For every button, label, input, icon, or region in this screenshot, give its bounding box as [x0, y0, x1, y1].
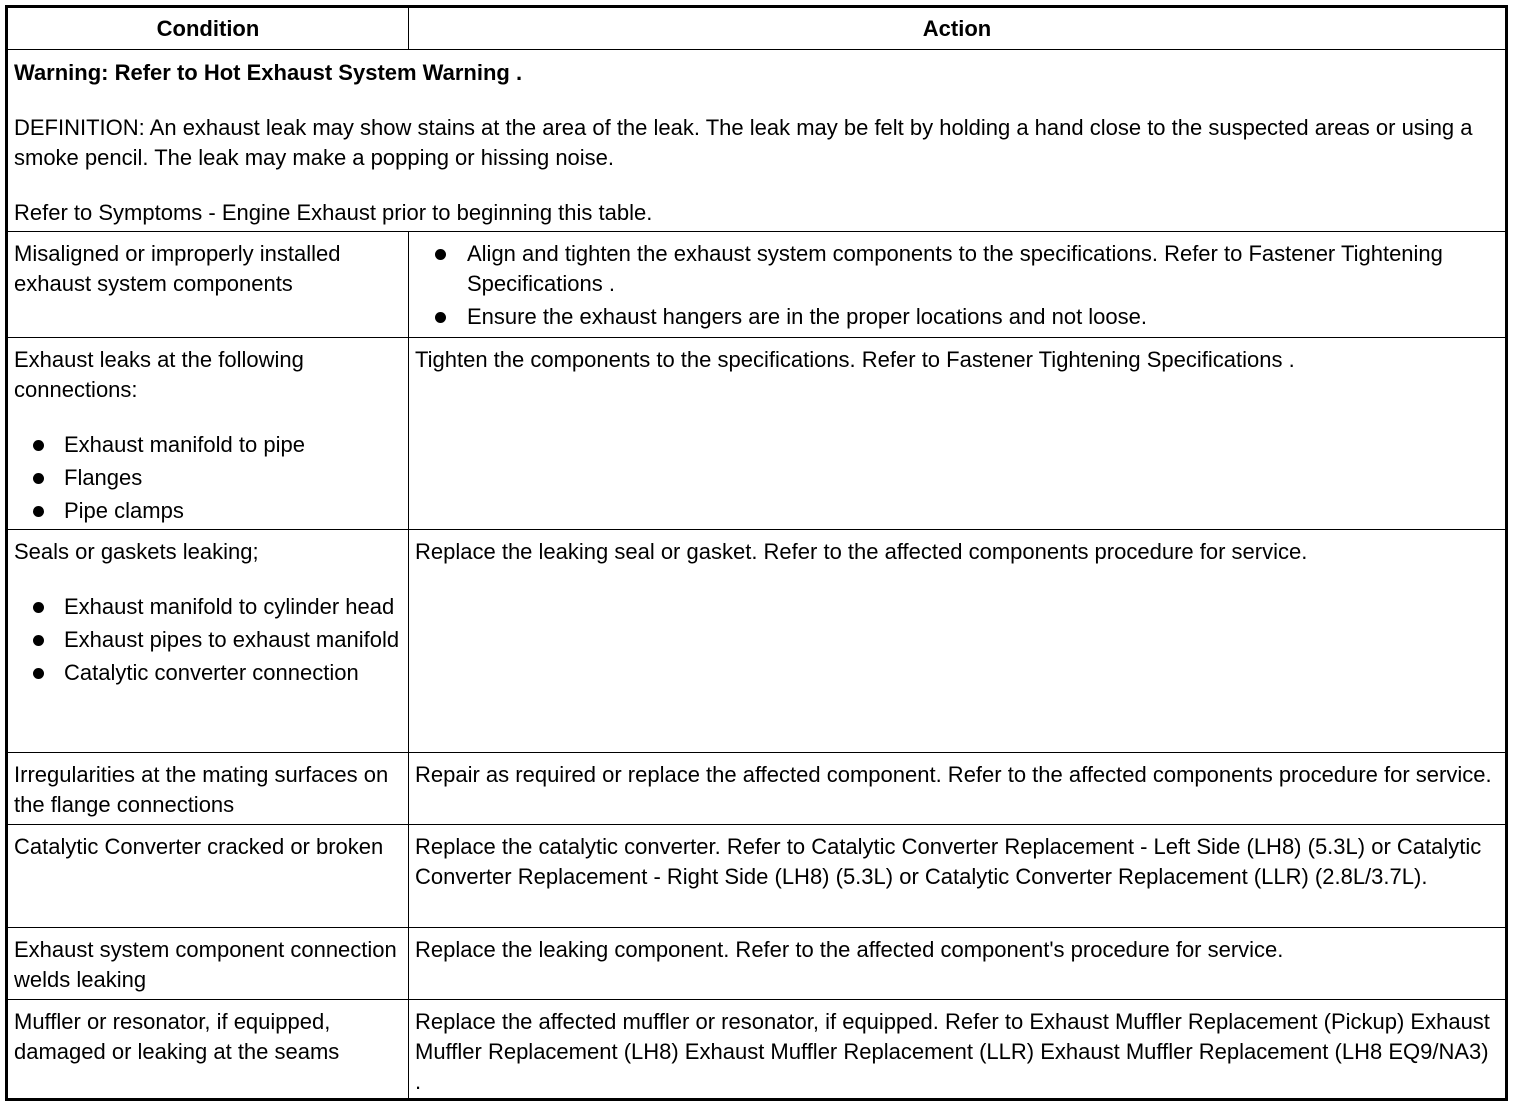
condition-bullet: Exhaust pipes to exhaust manifold [14, 625, 402, 655]
header-action: Action [409, 7, 1507, 50]
condition-bullet: Catalytic converter connection [14, 658, 402, 688]
condition-text: Exhaust leaks at the following connections: [14, 347, 304, 402]
action-cell: Replace the leaking seal or gasket. Refer to the affected components procedure for service. [409, 530, 1507, 753]
condition-cell: Muffler or resonator, if equipped, damaged or leaking at the seams [7, 1000, 409, 1100]
action-cell: Replace the catalytic converter. Refer to Catalytic Converter Replacement - Left Side (LH8) (5.3L) or Catalytic Converter Replacement - Right Side (LH8) (5.3L) or Catalytic Converter Replacement (LLR) (2.8L/3.7L). [409, 825, 1507, 928]
definition-text: DEFINITION: An exhaust leak may show stains at the area of the leak. The leak may be felt by holding a hand close to the suspected areas or using a smoke pencil. The leak may make a popping or hissing noise. [14, 115, 1473, 170]
condition-bullet: Exhaust manifold to cylinder head [14, 592, 402, 622]
action-cell: Replace the leaking component. Refer to the affected component's procedure for service. [409, 928, 1507, 1000]
action-cell [409, 232, 1507, 338]
warning-link[interactable]: Warning: Refer to Hot Exhaust System Warning . [14, 60, 523, 85]
diagnostic-table [5, 5, 1508, 1101]
table-row [7, 1000, 1507, 1100]
table-row [7, 338, 1507, 530]
table-row [7, 232, 1507, 338]
table-row [7, 753, 1507, 825]
condition-cell: Exhaust system component connection welds leaking [7, 928, 409, 1000]
action-cell: Repair as required or replace the affected component. Refer to the affected components procedure for service. [409, 753, 1507, 825]
refer-text[interactable]: Refer to Symptoms - Engine Exhaust prior to beginning this table. [14, 200, 653, 225]
header-row [7, 7, 1507, 50]
condition-cell: Misaligned or improperly installed exhaust system components [7, 232, 409, 338]
condition-cell [7, 338, 409, 530]
action-bullet: Align and tighten the exhaust system components to the specifications. Refer to Fastener Tightening Specifications . [415, 239, 1499, 299]
table-row [7, 928, 1507, 1000]
header-condition: Condition [7, 7, 409, 50]
condition-cell: Catalytic Converter cracked or broken [7, 825, 409, 928]
table-row [7, 530, 1507, 753]
condition-bullet: Pipe clamps [14, 496, 402, 526]
table-row [7, 825, 1507, 928]
condition-text: Seals or gaskets leaking; [14, 539, 259, 564]
intro-row [7, 50, 1507, 232]
condition-bullet: Exhaust manifold to pipe [14, 430, 402, 460]
action-bullet: Ensure the exhaust hangers are in the proper locations and not loose. [415, 302, 1499, 332]
condition-cell [7, 530, 409, 753]
condition-cell: Irregularities at the mating surfaces on the flange connections [7, 753, 409, 825]
action-cell: Tighten the components to the specifications. Refer to Fastener Tightening Specifications . [409, 338, 1507, 530]
condition-bullet: Flanges [14, 463, 402, 493]
action-cell: Replace the affected muffler or resonator, if equipped. Refer to Exhaust Muffler Replacement (Pickup) Exhaust Muffler Replacement (LH8) Exhaust Muffler Replacement (LLR) Exhaust Muffler Replacement (LH8 EQ9/NA3) . [409, 1000, 1507, 1100]
